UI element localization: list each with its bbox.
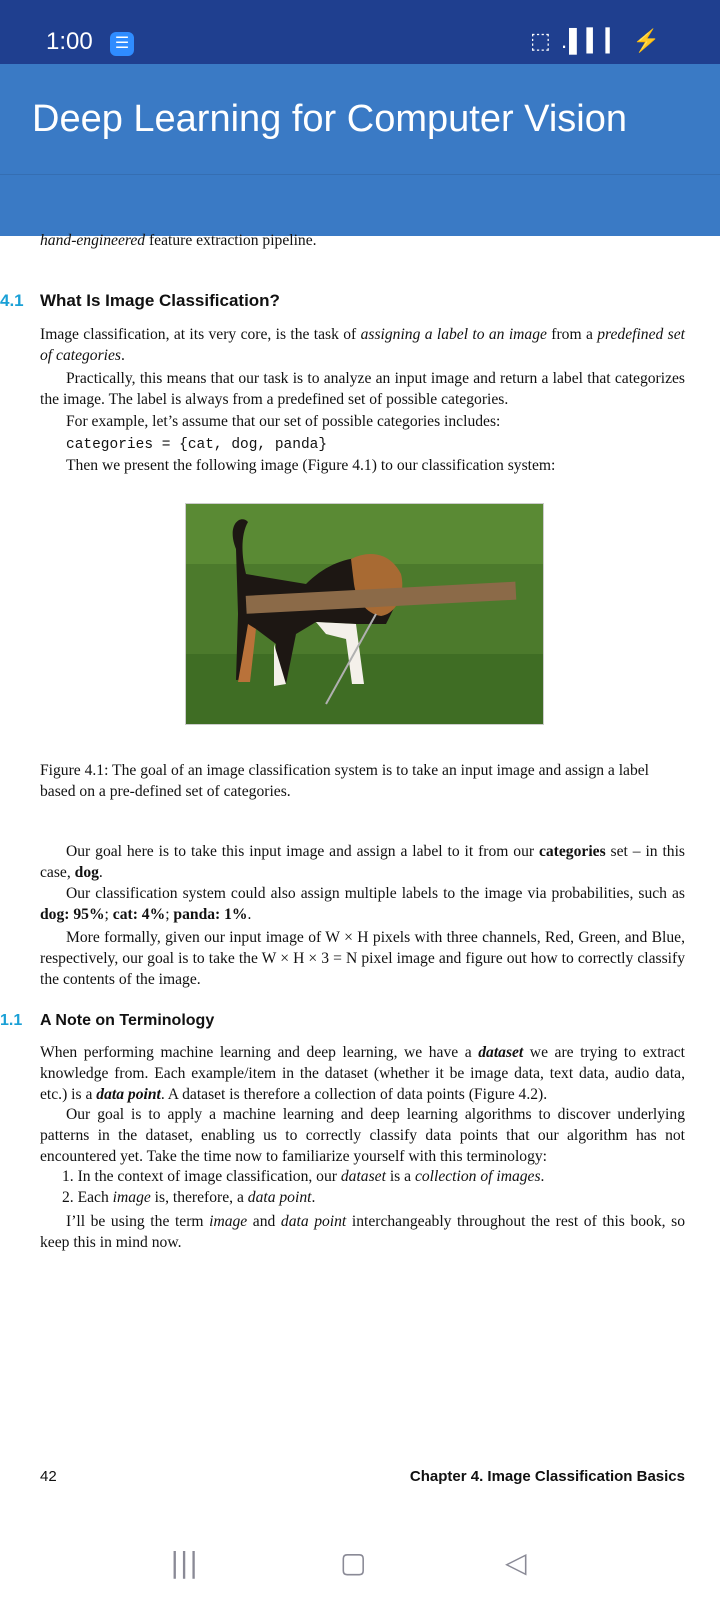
status-bar xyxy=(0,0,720,64)
book-page[interactable] xyxy=(0,232,720,1528)
chapter-footer: Chapter 4. Image Classification Basics xyxy=(409,1468,685,1485)
app-bar xyxy=(0,64,720,174)
paragraph-dataset: When performing machine learning and deep learning, we have a dataset we are trying to extract knowledge from. Each example/item in the dataset (whether it be image data, text data, audio data, etc.) is a data point. A dataset is therefore a collection of data points (Figure 4.2). xyxy=(40,1044,685,1103)
intro-text: hand-engineered feature extraction pipeline. xyxy=(40,232,317,249)
paragraph-goal-ml: Our goal is to apply a machine learning and deep learning algorithms to discover underlying patterns in the dataset, enabling us to correctly classify data points that our algorithm has not encountered yet. Take the time now to familiarize yourself with this terminology: xyxy=(40,1106,685,1165)
status-time: 1:00 xyxy=(46,28,93,55)
list-item-dataset: 1. In the context of image classification, our dataset is a collection of images. xyxy=(62,1168,545,1185)
paragraph-terms: I’ll be using the term image and data point interchangeably throughout the rest of this book, so keep this in mind now. xyxy=(40,1213,685,1251)
system-nav-bar xyxy=(0,1528,720,1600)
section-heading-terminology: 1.1 A Note on Terminology xyxy=(0,1012,215,1029)
usb-icon: ☰ xyxy=(110,32,134,56)
section-heading-4-1: 4.1 What Is Image Classification? xyxy=(0,291,280,310)
back-icon[interactable]: ◁ xyxy=(505,1546,527,1579)
code-categories: categories = {cat, dog, panda} xyxy=(66,437,328,453)
dog-with-stick-image xyxy=(186,504,543,724)
home-icon[interactable]: ▢ xyxy=(340,1546,367,1579)
paragraph-probabilities: Our classification system could also assign multiple labels to the image via probabilities, such as dog: 95%; cat: 4%; panda: 1%. xyxy=(40,885,685,923)
list-item-image: 2. Each image is, therefore, a data point. xyxy=(62,1189,316,1206)
figure-caption: Figure 4.1: The goal of an image classification system is to take an input image and assign a label based on a pre-defined set of categories. xyxy=(40,762,650,800)
paragraph-definition: Image classification, at its very core, is the task of assigning a label to an image from a predefined set of categories. xyxy=(40,326,685,364)
paragraph-example: For example, let’s assume that our set of possible categories includes: xyxy=(66,413,501,430)
paragraph-practically: Practically, this means that our task is to analyze an input image and return a label that categorizes the image. The label is always from a predefined set of possible categories. xyxy=(40,370,685,408)
signal-battery-icons: ⬚ .▌▍▎ ⚡ xyxy=(530,28,662,53)
recents-icon[interactable]: ||| xyxy=(170,1546,199,1579)
paragraph-present-image: Then we present the following image (Figure 4.1) to our classification system: xyxy=(66,457,556,474)
app-bar-extension xyxy=(0,174,720,237)
app-title: Deep Learning for Computer Vision xyxy=(32,98,627,140)
paragraph-formal: More formally, given our input image of W × H pixels with three channels, Red, Green, and Blue, respectively, our goal is to take the W × H × 3 = N pixel image and figure out how to correctly classify the contents of the image. xyxy=(40,929,685,988)
paragraph-goal: Our goal here is to take this input image and assign a label to it from our categories set – in this case, dog. xyxy=(40,843,686,881)
dog-photo-figure xyxy=(185,503,544,725)
page-number: 42 xyxy=(40,1468,57,1485)
